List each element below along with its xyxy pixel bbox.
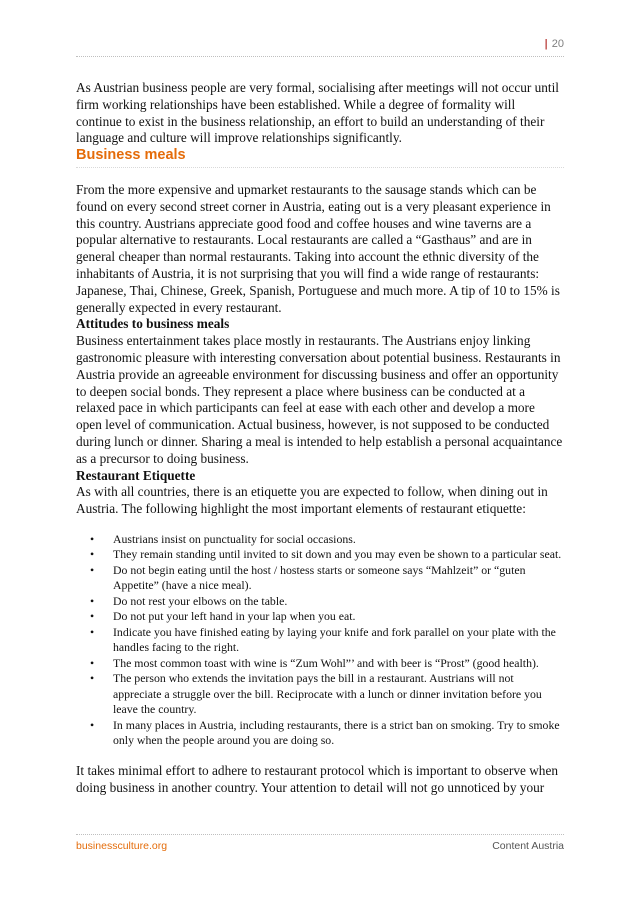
page-number — [545, 38, 564, 50]
attitudes-paragraph: Business entertainment takes place mostly in restaurants. The Austrians enjoy linking gastronomic pleasure with interesting conversation about potential business. Restaurants in Austria provide an agreeable environment for discussing business and offer an opportunity to deepen social bonds. They represent a place where business can be conducted at a relaxed pace in which participants can feel at ease with each other and develop a more open level of communication. Actual business, however, is not supposed to be conducted during lunch or dinner. Sharing a meal is intended to help establish a personal acquaintance as a precursor to doing business. — [76, 333, 563, 466]
page-number-bar: | — [544, 38, 548, 50]
list-item: • Do not put your left hand in your lap when you eat. — [76, 609, 564, 625]
header-divider — [76, 56, 564, 57]
etiquette-heading: Restaurant Etiquette — [76, 467, 196, 483]
page-content — [76, 80, 564, 797]
list-item: • Do not begin eating until the host / hostess starts or someone says “Mahlzeit” or “guten Appetite” (have a nice meal). — [76, 563, 564, 594]
footer-label: Content Austria — [492, 840, 564, 852]
list-item: • The most common toast with wine is “Zum Wohl”’ and with beer is “Prost” (good health). — [76, 656, 564, 672]
attitudes-heading: Attitudes to business meals — [76, 316, 230, 332]
footer-site: businessculture.org — [76, 840, 168, 852]
section-title: Business meals — [76, 147, 564, 168]
etiquette-intro: As with all countries, there is an etiquette you are expected to follow, when dining out in Austria. The following highlight the most important elements of restaurant etiquette: — [76, 484, 548, 517]
list-item: • The person who extends the invitation pays the bill in a restaurant. Austrians will not appreciate a struggle over the bill. Reciprocate with a lunch or dinner invitation before you leave the country. — [76, 671, 564, 718]
etiquette-list — [76, 532, 564, 749]
footer — [76, 840, 564, 852]
list-item: • They remain standing until invited to sit down and you may even be shown to a particular seat. — [76, 547, 564, 563]
list-item: • Indicate you have finished eating by laying your knife and fork parallel on your plate with the handles facing to the right. — [76, 625, 564, 656]
business-meals-paragraph: From the more expensive and upmarket restaurants to the sausage stands which can be found on every second street corner in Austria, eating out is a very pleasant experience in this country. Austrians appreciate good food and coffee houses and wine taverns are a popular alternative to restaurants. Local restaurants are called a “Gasthaus” and are in general cheaper than normal restaurants. Taking into account the ethnic diversity of the inhabitants of Austria, it is not surprising that you will find a wide range of restaurants: Japanese, Thai, Chinese, Greek, Spanish, Portuguese and much more. A tip of 10 to 15% is generally expected in every restaurant. — [76, 181, 560, 315]
footer-divider — [76, 834, 564, 835]
closing-paragraph: It takes minimal effort to adhere to restaurant protocol which is important to observe when doing business in another country. Your attention to detail will not go unnoticed by your — [76, 762, 558, 795]
list-item: • In many places in Austria, including restaurants, there is a strict ban on smoking. Try to smoke only when the people around you are doing so. — [76, 718, 564, 749]
list-item: • Do not rest your elbows on the table. — [76, 594, 564, 610]
page-number-value: 20 — [551, 38, 564, 50]
intro-paragraph: As Austrian business people are very formal, socialising after meetings will not occur until firm working relationships have been established. While a degree of formality will continue to exist in the business relationship, an effort to build an understanding of their language and culture will improve relationships significantly. — [76, 80, 560, 146]
list-item: • Austrians insist on punctuality for social occasions. — [76, 532, 564, 548]
